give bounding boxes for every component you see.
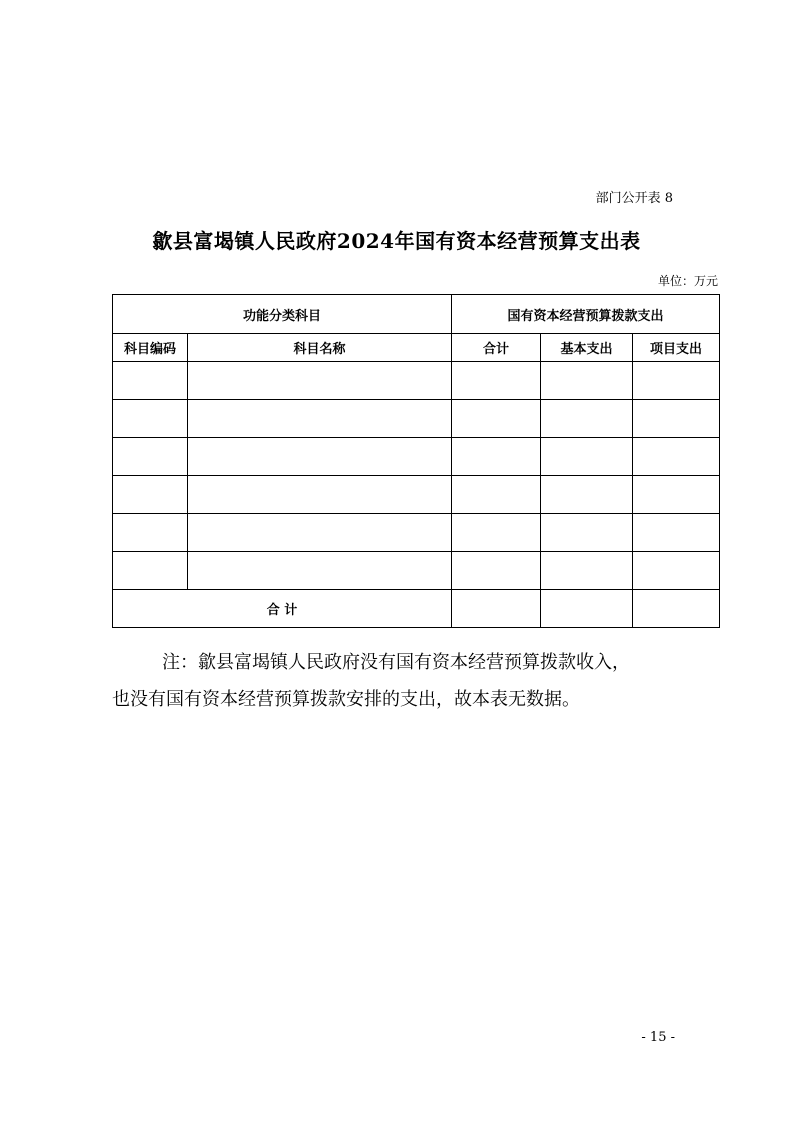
cell-name <box>188 476 452 514</box>
header-state-capital-expenditure: 国有资本经营预算拨款支出 <box>452 295 720 334</box>
table-group-header-row <box>113 295 720 334</box>
table-total-row <box>113 590 720 628</box>
cell-name <box>188 552 452 590</box>
note-paragraph <box>112 644 719 718</box>
cell-project <box>633 400 720 438</box>
cell-basic <box>541 476 633 514</box>
table-column-header-row <box>113 334 720 362</box>
form-number: 部门公开表 8 <box>595 191 673 206</box>
table-row <box>113 362 720 400</box>
table-row <box>113 514 720 552</box>
cell-name <box>188 514 452 552</box>
cell-project <box>633 552 720 590</box>
cell-code <box>113 476 188 514</box>
cell-total <box>452 400 541 438</box>
cell-code <box>113 514 188 552</box>
cell-name <box>188 400 452 438</box>
header-project-expenditure: 项目支出 <box>633 334 720 362</box>
cell-code <box>113 400 188 438</box>
total-basic <box>541 590 633 628</box>
table-row <box>113 476 720 514</box>
cell-project <box>633 514 720 552</box>
total-sum <box>452 590 541 628</box>
page-title: 歙县富堨镇人民政府2024年国有资本经营预算支出表 <box>152 229 641 253</box>
note-line-2: 也没有国有资本经营预算拨款安排的支出，故本表无数据。 <box>112 689 580 710</box>
cell-project <box>633 476 720 514</box>
note-line-1: 注：歙县富堨镇人民政府没有国有资本经营预算拨款收入， <box>162 652 630 673</box>
cell-basic <box>541 362 633 400</box>
cell-name <box>188 362 452 400</box>
cell-project <box>633 438 720 476</box>
cell-code <box>113 552 188 590</box>
cell-basic <box>541 438 633 476</box>
cell-basic <box>541 400 633 438</box>
page-number: - 15 - <box>641 1030 675 1045</box>
cell-total <box>452 362 541 400</box>
cell-total <box>452 514 541 552</box>
cell-code <box>113 438 188 476</box>
cell-total <box>452 438 541 476</box>
cell-code <box>113 362 188 400</box>
budget-table <box>112 294 720 628</box>
unit-label: 单位：万元 <box>657 274 718 288</box>
table-row <box>113 552 720 590</box>
header-subject-name: 科目名称 <box>188 334 452 362</box>
total-label: 合 计 <box>113 590 452 628</box>
cell-total <box>452 476 541 514</box>
header-functional-category: 功能分类科目 <box>113 295 452 334</box>
cell-basic <box>541 514 633 552</box>
table-row <box>113 400 720 438</box>
cell-basic <box>541 552 633 590</box>
cell-project <box>633 362 720 400</box>
cell-name <box>188 438 452 476</box>
cell-total <box>452 552 541 590</box>
header-basic-expenditure: 基本支出 <box>541 334 633 362</box>
header-subject-code: 科目编码 <box>113 334 188 362</box>
total-project <box>633 590 720 628</box>
header-total: 合计 <box>452 334 541 362</box>
table-row <box>113 438 720 476</box>
